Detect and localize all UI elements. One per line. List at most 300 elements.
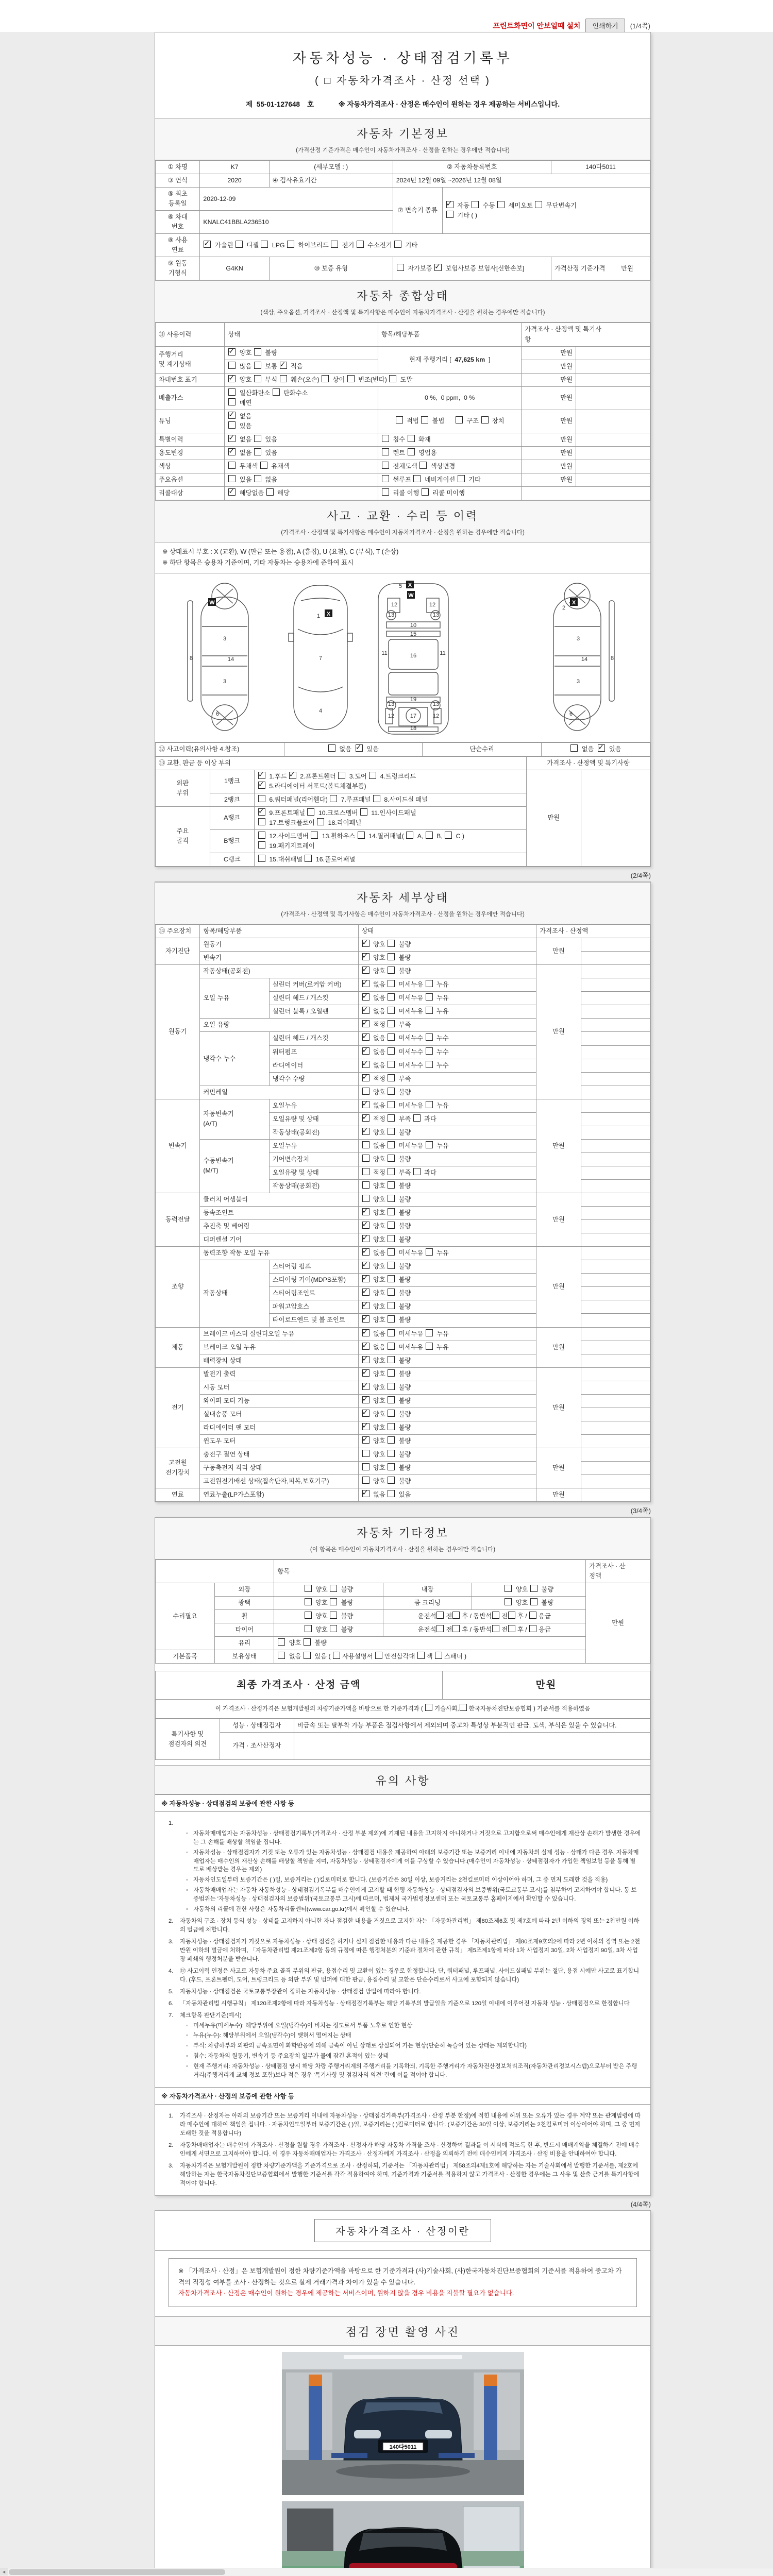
checkbox-checked — [362, 1289, 369, 1296]
cell: ⑨ 원동 기형식 — [156, 257, 200, 280]
cell — [581, 1448, 650, 1461]
checkbox-unchecked — [422, 488, 429, 496]
checkbox-unchecked — [530, 1598, 537, 1605]
cell — [581, 1139, 650, 1153]
checkbox-unchecked — [452, 1625, 460, 1632]
cell — [581, 770, 650, 866]
diagram-part-number: 18 — [410, 725, 416, 732]
cell — [576, 460, 650, 473]
checkbox-unchecked — [426, 1007, 433, 1014]
checkbox-checked — [289, 772, 296, 779]
checkbox-unchecked — [388, 1114, 395, 1122]
cell — [581, 1247, 650, 1260]
checkbox-unchecked — [287, 241, 294, 248]
cell: 배력장치 상태 — [200, 1354, 358, 1367]
cell — [576, 373, 650, 386]
checkbox-unchecked — [305, 1598, 312, 1605]
right-side-body — [553, 597, 601, 720]
checkbox-checked — [362, 1383, 369, 1390]
cell: 만원 — [536, 1193, 581, 1247]
cell: ✓ 양호 불량 — [225, 346, 378, 360]
cell: ✓ 양호 불량 — [358, 1314, 536, 1327]
cell: 가격 · 조사산정자 — [220, 1732, 294, 1759]
cell: 만원 — [536, 1488, 581, 1502]
cell: 윈도우 모터 — [200, 1434, 358, 1448]
note-bullet: ◦ 현재 주행거리: 자동차성능 · 상태점검 당시 해당 차량 주행거리계의 주행거리를 기록하되, 기록한 주행거리가 자동차전산정보처리조직(자동차관리정보시스템)으로부터 받은 주행거리(주행거리계 교체 정보 포함)보다 적은 경우 '특기사항 및 점검자의 의견' 란에 이를 적어야 합니다. — [186, 2063, 637, 2079]
checkbox-unchecked — [305, 1585, 312, 1592]
cell: 보유상태 — [215, 1650, 274, 1664]
scroll-left-arrow[interactable]: ◄ — [0, 2568, 8, 2575]
cell: 충전구 절연 상태 — [200, 1448, 358, 1461]
damage-marker-code: X — [408, 582, 412, 588]
cell: 주행거리 및 계기상태 — [156, 346, 225, 373]
cell: 특기사항 및 점검자의 의견 — [156, 1719, 220, 1759]
cell: 무채색 유채색 — [225, 460, 378, 473]
diagram-part-number: 6 — [569, 710, 573, 717]
cell — [581, 1260, 650, 1274]
checkbox-checked — [228, 375, 236, 382]
checkbox-checked — [362, 1315, 369, 1323]
checkbox-unchecked — [445, 832, 452, 839]
cell — [581, 1153, 650, 1166]
cell: 실린더 헤드 / 개스킷 — [269, 992, 358, 1005]
checkbox-checked — [362, 1396, 369, 1403]
checkbox-unchecked — [426, 1329, 433, 1336]
checkbox-checked — [362, 993, 369, 1001]
cell: C랭크 — [210, 853, 254, 867]
checkbox-checked — [204, 241, 211, 248]
note-bullet: ◦ 자동차의 리콜에 관한 사항은 자동차리콜센터(www.car.go.kr)에서 확인할 수 있습니다. — [186, 1906, 410, 1913]
cell: ✓ 없음 있음 — [225, 410, 378, 433]
cell: 가격조사 · 산 정액 — [586, 1560, 650, 1583]
cell: 만원 — [536, 965, 581, 1099]
cell — [581, 1220, 650, 1233]
damage-marker-code: X — [326, 611, 330, 617]
cell: ✓ 없음 미세누유 누유 — [358, 1327, 536, 1341]
checkbox-unchecked — [421, 416, 428, 423]
cell: 비금속 또는 탈부착 가능 부품은 점검사항에서 제외되며 중고차 특성상 부분적인 판금, 도색, 부식은 있을 수 있습니다. — [294, 1719, 650, 1732]
checkbox-unchecked — [388, 1168, 395, 1175]
cell: 워터펌프 — [269, 1045, 358, 1059]
install-notice-link[interactable]: 프린트화면이 안보일때 설치 — [493, 21, 581, 30]
checkbox-unchecked — [258, 855, 265, 862]
cell — [581, 1421, 650, 1434]
checkbox-checked — [280, 362, 287, 369]
cell — [581, 978, 650, 992]
note-bullet: ◦ 누유(누수): 해당부위에서 오일(냉각수)이 맺혀서 떨어지는 상태 — [186, 2032, 351, 2039]
checkbox-unchecked — [388, 1436, 395, 1444]
checkbox-checked — [362, 1262, 369, 1269]
special-notes-table — [155, 1719, 650, 1760]
cell — [576, 360, 650, 373]
page-indicator-2: (2/4쪽) — [630, 872, 651, 880]
accident-history-row — [155, 742, 650, 756]
left-side-body — [201, 597, 248, 720]
cell: 제동 — [156, 1327, 200, 1367]
checkbox-checked — [228, 348, 236, 355]
checkbox-checked — [362, 1114, 369, 1122]
cell: ① 차명 — [156, 161, 200, 174]
cell: 연료 — [156, 1488, 200, 1502]
cell: ⑩ 보증 유형 — [269, 257, 393, 280]
checkbox-unchecked — [388, 1033, 395, 1041]
cell — [576, 410, 650, 433]
cell: 실린더 커버(로커암 커버) — [269, 978, 358, 992]
checkbox-unchecked — [408, 448, 415, 455]
cell: 양호 불량 — [274, 1637, 586, 1650]
checkbox-unchecked — [388, 1262, 395, 1269]
cell — [581, 1381, 650, 1394]
note-item: 3. 자동차가격은 보험개발원이 정한 차량기준가액을 기준가격으로 조사 · 산정하되, 기준서는 「자동차관리법」 제58조의4제1호에 해당하는 자는 기술사회에서 발행한 기준서를, 제2호에 해당하는 자는 한국자동차진단보증협회에서 발행한 기준서를 각각 적용하여야 하며, 기준가격과 기준서를 적용하지 않고 가격조사 · 산정한 경우에는 그 사유 및 산출 근거를 특기사항에 적어야 합니다. — [169, 2162, 640, 2187]
page-indicator-4: (4/4쪽) — [630, 2200, 651, 2208]
cell: ③ 연식 — [156, 174, 200, 188]
checkbox-checked — [598, 744, 605, 752]
checkbox-checked — [362, 1101, 369, 1108]
note-item: 7. 체크항목 판단기준(예시) — [169, 2012, 242, 2019]
cell: B랭크 — [210, 829, 254, 853]
cell: 12.사이드멤버 13.휠하우스 14.필러패널( A, B, C ) 19.패키지트레이 — [254, 829, 526, 853]
checkbox-checked — [362, 1074, 369, 1081]
cell: 있음 없음 — [225, 473, 378, 487]
cell: 썬루프 네비게이션 기타 — [378, 473, 521, 487]
diagram-part-number: 6 — [215, 710, 219, 717]
checkbox-unchecked — [362, 1155, 369, 1162]
diagram-part-number: 3 — [576, 635, 580, 642]
cell: 오일 유량 — [200, 1019, 358, 1032]
checkbox-unchecked — [388, 1490, 395, 1497]
cell: 실내송풍 모터 — [200, 1408, 358, 1421]
note-bullet: ◦ 미세누유(미세누수): 해당부위에 오일(냉각수)이 비치는 정도로서 부품 노후로 인한 현상 — [186, 2022, 413, 2029]
scrollbar-thumb[interactable] — [9, 2569, 225, 2575]
checkbox-unchecked — [426, 993, 433, 1001]
section-photos-header: 점검 장면 촬영 사진 — [155, 2316, 650, 2346]
checkbox-unchecked — [388, 1222, 395, 1229]
checkbox-unchecked — [388, 1181, 395, 1189]
checkbox-checked — [362, 1329, 369, 1336]
cell: 작동상태(공회전) — [269, 1179, 358, 1193]
cell: 만원 — [522, 410, 576, 433]
cell: 양호 불량 — [358, 1086, 536, 1099]
checkbox-unchecked — [388, 1410, 395, 1417]
cell: 전기 — [156, 1367, 200, 1448]
cell: ⑫ 사고이력(유의사항 4.참조) — [156, 742, 284, 756]
note-block-title: ※ 자동차성능 · 상태점검의 보증에 관한 사항 등 — [155, 1794, 650, 1812]
cell: 양호 불량 — [358, 1461, 536, 1475]
checkbox-unchecked — [362, 1463, 369, 1470]
cell: 가격조사 · 산정액 및 특기사 항 — [522, 323, 650, 346]
checkbox-unchecked — [260, 462, 267, 469]
checkbox-unchecked — [358, 832, 365, 839]
checkbox-unchecked — [254, 362, 261, 369]
checkbox-unchecked — [388, 1343, 395, 1350]
checkbox-checked — [362, 1061, 369, 1068]
cell: ✓ 없음 미세누수 누수 — [358, 1045, 536, 1059]
cell: ④ 검사유효기간 — [269, 174, 393, 188]
checkbox-unchecked — [258, 818, 265, 825]
cell: 항목 — [274, 1560, 586, 1583]
checkbox-unchecked — [266, 488, 274, 496]
cell: 전체도색 색상변경 — [378, 460, 521, 473]
cell: ✓ 양호 불량 — [358, 1408, 536, 1421]
checkbox-checked — [362, 1020, 369, 1027]
cell: 변속기 — [200, 952, 358, 965]
cell: 라디에이터 팬 모터 — [200, 1421, 358, 1434]
cell: 원동기 — [200, 938, 358, 952]
diagram-part-number: 15 — [410, 631, 416, 637]
cell: 양호 불량 — [358, 1153, 536, 1166]
cell — [156, 1560, 274, 1583]
cell: 운전석 전 후 / 동반석 전 후 / 응급 — [383, 1623, 586, 1637]
checkbox-checked — [362, 1248, 369, 1256]
checkbox-checked — [228, 412, 236, 419]
cell — [581, 1179, 650, 1193]
section-etc-header: 자동차 기타정보 (이 항목은 매수인이 자동차가격조사 · 산정을 원하는 경우에만 적습니다) — [155, 1517, 650, 1560]
checkbox-unchecked — [388, 1020, 395, 1027]
checkbox-unchecked — [413, 1114, 421, 1122]
priceinfo-box: ※ 「가격조사 · 산정」은 보험개발원이 정한 차량기준가액을 바탕으로 한 기준가격과 (사)기술사회, (사)한국자동차진단보증협회의 기준서를 적용하여 중고차 가격의 적정성 여부를 조사 · 산정하는 것으로 실제 거래가격과 차이가 있을 수 있습니다. 자동차가격조사 · 산정은 매수인이 원하는 경우에 제공하는 서비스이며, 원하지 않을 경우 비용을 지불할 필요가 없습니다. — [169, 2258, 637, 2308]
cell: 성능 · 상태점검자 — [220, 1719, 294, 1732]
checkbox-unchecked — [570, 744, 578, 752]
checkbox-unchecked — [413, 475, 421, 482]
cell — [576, 433, 650, 446]
cell: ✓ 없음 있음 — [358, 1488, 536, 1502]
cell: 만원 — [522, 473, 576, 487]
diagram-part-number: 11 — [381, 650, 388, 656]
checkbox-unchecked — [388, 980, 395, 987]
cell: 양호 불량 — [358, 1193, 536, 1207]
note-bullet: ◦ 자동차매매업자는 자동차 자동차성능 · 상태점검기록부를 매수인에게 고지할 때 현행 자동차성능 · 상태점검자의 보증범위(국토교통부 고시)를 첨부하여 고지하여야 합니다. 동 보증범위는 '자동차성능 · 상태점검자의 보증범위'(국토교통부 고시)에 따르며, 법제처 국가법령정보센터 또는 국토교통부 홈페이지에서 확인할 수 있습니다. — [186, 1887, 637, 1903]
checkbox-unchecked — [357, 241, 364, 248]
cell: 일산화탄소 탄화수소 매연 — [225, 386, 378, 410]
checkbox-unchecked — [388, 993, 395, 1001]
cell — [522, 487, 650, 500]
cell: ✓ 적정 부족 과다 — [358, 1112, 536, 1126]
diagram-part-number: 10 — [410, 622, 416, 629]
cell — [294, 1732, 650, 1759]
cell: 만원 — [536, 1327, 581, 1367]
cell: 양호 불량 — [274, 1583, 383, 1597]
cell: ✓ 양호 불량 — [358, 1421, 536, 1434]
cell — [581, 1274, 650, 1287]
note-item: 2. 자동차의 구조 · 장치 등의 성능 · 상태를 고지하지 아니한 자나 점검한 내용을 거짓으로 고지한 자는 「자동차관리법」 제80조제6호 및 제7호에 따라 2년 이하의 징역 또는 2천만원 이하의 벌금에 처합니다. — [169, 1918, 640, 1934]
basic-info-table — [155, 160, 650, 280]
cell: ✓ 없음 미세누수 누수 — [358, 1032, 536, 1045]
checkbox-unchecked — [426, 1141, 433, 1148]
cell — [581, 1032, 650, 1045]
cell: 튜닝 — [156, 410, 225, 433]
diagram-part-number: 3 — [223, 678, 226, 685]
cell: 외판 부위 — [156, 770, 210, 806]
cell: 커먼레일 — [200, 1086, 358, 1099]
cell: A랭크 — [210, 806, 254, 829]
cell: 광택 — [215, 1597, 274, 1610]
checkbox-checked — [362, 1436, 369, 1444]
cell: ✓ 해당없음 해당 — [225, 487, 378, 500]
cell: ⑤ 최초 등록일 — [156, 188, 200, 211]
cell: 연료누출(LP가스포함) — [200, 1488, 358, 1502]
panel-rank-table — [155, 756, 650, 867]
diagram-part-number: 12 — [432, 713, 439, 719]
cell: 클러치 어셈블리 — [200, 1193, 358, 1207]
note-bullet: ◦ 자동차성능 · 상태점검자가 거짓 또는 오류가 있는 자동차성능 · 상태점검 내용을 제공하여 아래의 보증기간 또는 보증거리 이내에 자동차의 실제 성능 · 상태가 다른 경우, 자동차매매업자는 매수인의 재산상 손해를 배상할 책임을 지며, 자동차성능 · 상태점검자에게 이를 구상할 수 있습니다.(매수인이 자동차성능 · 상태점검자가 가입한 책임보험 등을 통해 별도로 배상받는 경우는 제외) — [186, 1849, 639, 1873]
cell: 자기진단 — [156, 938, 200, 965]
svg-text:140다5011: 140다5011 — [389, 2444, 416, 2451]
checkbox-checked — [362, 980, 369, 987]
note-item: 3. 자동차성능 · 상태점검자가 거짓으로 자동차성능 · 상태 점검을 하거나 실제 점검한 내용과 다른 내용을 제공한 경우 「자동차관리법」 제80조제9호의2에 따라 2년 이하의 징역 또는 2천만원 이하의 벌금에 처하며, 「자동차관리법 제21조제2항 등의 규정에 따른 행정처분의 기준과 절차에 관한 규칙」 제5조제1항에 따라 1차 사업정지 30일, 2차 사업정지 90일, 3차 사업장 폐쇄의 행정처분을 받습니다. — [169, 1939, 640, 1962]
cell: 침수 화재 — [378, 433, 521, 446]
cell — [581, 1354, 650, 1367]
document-subtitle: ( □ 자동차가격조사 · 산정 선택 ) — [315, 75, 491, 87]
left-sidesill-shape — [188, 601, 193, 701]
cell — [581, 1059, 650, 1072]
checkbox-unchecked — [426, 1101, 433, 1108]
cell: ⑭ 주요장치 — [156, 925, 200, 938]
damage-marker-code: X — [572, 599, 576, 606]
checkbox-checked — [258, 782, 265, 789]
checkbox-unchecked — [472, 201, 479, 208]
cell: 만원 — [536, 938, 581, 965]
cell: 현재 주행거리 [ 47,625 km ] — [378, 346, 521, 373]
diagram-part-number: 17 — [410, 713, 416, 719]
checkbox-checked — [362, 1128, 369, 1135]
checkbox-unchecked — [388, 1128, 395, 1135]
checkbox-unchecked — [388, 1275, 395, 1282]
cell — [581, 1394, 650, 1408]
cell: ⑧ 사용 연료 — [156, 234, 200, 257]
checkbox-checked — [228, 448, 236, 455]
right-sidesill-shape — [609, 601, 614, 701]
cell: ✓ 9.프론트패널 10.크로스멤버 11.인사이드패널 17.트렁크플로어 18.리어패널 — [254, 806, 526, 829]
cell: 리콜대상 — [156, 487, 225, 500]
cell: ✓ 양호 불량 — [358, 1434, 536, 1448]
checkbox-unchecked — [425, 1704, 432, 1711]
cell: 운전석 전 후 / 동반석 전 후 / 응급 — [383, 1610, 586, 1623]
cell: ✓ 없음 미세누유 누유 — [358, 992, 536, 1005]
diagram-part-number: 14 — [227, 656, 234, 663]
cell: 양호 불량 — [358, 1475, 536, 1488]
cell — [581, 1193, 650, 1207]
cell: 수동변속기 (M/T) — [200, 1139, 269, 1193]
diagram-part-number: 13 — [388, 612, 394, 618]
checkbox-unchecked — [254, 375, 261, 382]
checkbox-unchecked — [382, 462, 389, 469]
cell: 만원 — [522, 373, 576, 386]
checkbox-checked — [228, 488, 236, 496]
cell: 만원 — [586, 1583, 650, 1664]
checkbox-unchecked — [382, 488, 389, 496]
cell: 주요 골격 — [156, 806, 210, 866]
cell: 항목/해당부품 — [200, 925, 358, 938]
checkbox-unchecked — [373, 795, 380, 802]
damage-marker-code: W — [209, 599, 215, 606]
checkbox-unchecked — [388, 1088, 395, 1095]
cell: 양호 불량 — [358, 1179, 536, 1193]
cell — [576, 346, 650, 360]
checkbox-unchecked — [228, 421, 236, 429]
cell: 양호 불량 — [274, 1597, 383, 1610]
cell: 고전원 전기장치 — [156, 1448, 200, 1488]
checkbox-unchecked — [529, 1612, 536, 1619]
cell — [581, 1327, 650, 1341]
cell: 140다5011 — [551, 161, 650, 174]
inspection-photo-front — [282, 2352, 524, 2495]
checkbox-checked — [434, 264, 442, 271]
cell: ✓ 양호 불량 — [358, 1394, 536, 1408]
diagram-part-number: 13 — [432, 612, 439, 618]
cell: 양호 불량 — [358, 1448, 536, 1461]
checkbox-unchecked — [347, 375, 355, 382]
cell: 만원 — [522, 360, 576, 373]
checkbox-unchecked — [388, 1329, 395, 1336]
checkbox-unchecked — [304, 1652, 311, 1659]
cell: ✓ 없음 미세누수 누수 — [358, 1059, 536, 1072]
checkbox-unchecked — [369, 772, 376, 779]
checkbox-unchecked — [388, 1383, 395, 1390]
diagram-part-number: 3 — [223, 635, 226, 642]
checkbox-unchecked — [446, 211, 453, 218]
checkbox-unchecked — [280, 375, 287, 382]
cell: 타이어 — [215, 1623, 274, 1637]
cell: 만원 — [536, 1367, 581, 1448]
cell: 만원 — [536, 1099, 581, 1193]
cell: 조향 — [156, 1247, 200, 1327]
cell: 수리필요 — [156, 1583, 215, 1650]
section-overall-header: 자동차 종합상태 (색상, 주요옵션, 가격조사 · 산정액 및 특기사항은 매수인이 자동차가격조사 · 산정을 원하는 경우에만 적습니다) — [155, 280, 650, 323]
cell: 만원 — [522, 386, 576, 410]
print-button[interactable]: 인쇄하기 — [585, 19, 625, 32]
checkbox-unchecked — [426, 1248, 433, 1256]
cell: 양호 불량 — [472, 1597, 586, 1610]
checkbox-unchecked — [413, 1168, 421, 1175]
diagram-part-number: 4 — [318, 707, 322, 714]
checkbox-checked — [362, 1222, 369, 1229]
note-block-title: ※ 자동차가격조사 · 산정의 보증에 관한 사항 등 — [155, 2087, 650, 2105]
cell: 실린더 헤드 / 개스킷 — [269, 1032, 358, 1045]
checkbox-unchecked — [408, 435, 415, 442]
checkbox-checked — [362, 1343, 369, 1350]
cell: 구동축전지 격리 상태 — [200, 1461, 358, 1475]
cell — [581, 1488, 650, 1502]
checkbox-unchecked — [330, 1612, 337, 1619]
checkbox-unchecked — [362, 1477, 369, 1484]
checkbox-unchecked — [254, 348, 261, 355]
cell — [581, 1045, 650, 1059]
cell: ✓ 양호 불량 — [358, 1233, 536, 1247]
cell: 스티어링조인트 — [269, 1287, 358, 1300]
cell: 스티어링 펌프 — [269, 1260, 358, 1274]
cell: 작동상태 — [200, 1260, 269, 1327]
cell: 디퍼렌셜 기어 — [200, 1233, 358, 1247]
checkbox-unchecked — [388, 1396, 395, 1403]
cell: 적정 부족 과다 — [358, 1166, 536, 1179]
cell: 원동기 — [156, 965, 200, 1099]
cell: 등속조인트 — [200, 1207, 358, 1220]
diagram-part-number: 14 — [581, 656, 587, 663]
note-item: 1. — [169, 1820, 174, 1826]
horizontal-scrollbar[interactable] — [0, 2568, 773, 2576]
checkbox-checked — [362, 1007, 369, 1014]
checkbox-unchecked — [388, 1356, 395, 1363]
checkbox-unchecked — [388, 1141, 395, 1148]
cell: 만원 — [522, 433, 576, 446]
checkbox-unchecked — [278, 1652, 285, 1659]
cell — [581, 1126, 650, 1139]
cell — [581, 1099, 650, 1112]
checkbox-unchecked — [417, 1652, 425, 1659]
cell: 이 가격조사 · 산정가격은 보험개발원의 차량기준가액을 바탕으로 한 기준가격과 ( 기술사회, 한국자동차진단보증협회 ) 기준서를 적용하였음 — [156, 1699, 650, 1718]
diagram-part-number: 12 — [391, 601, 397, 608]
checkbox-unchecked — [426, 980, 433, 987]
